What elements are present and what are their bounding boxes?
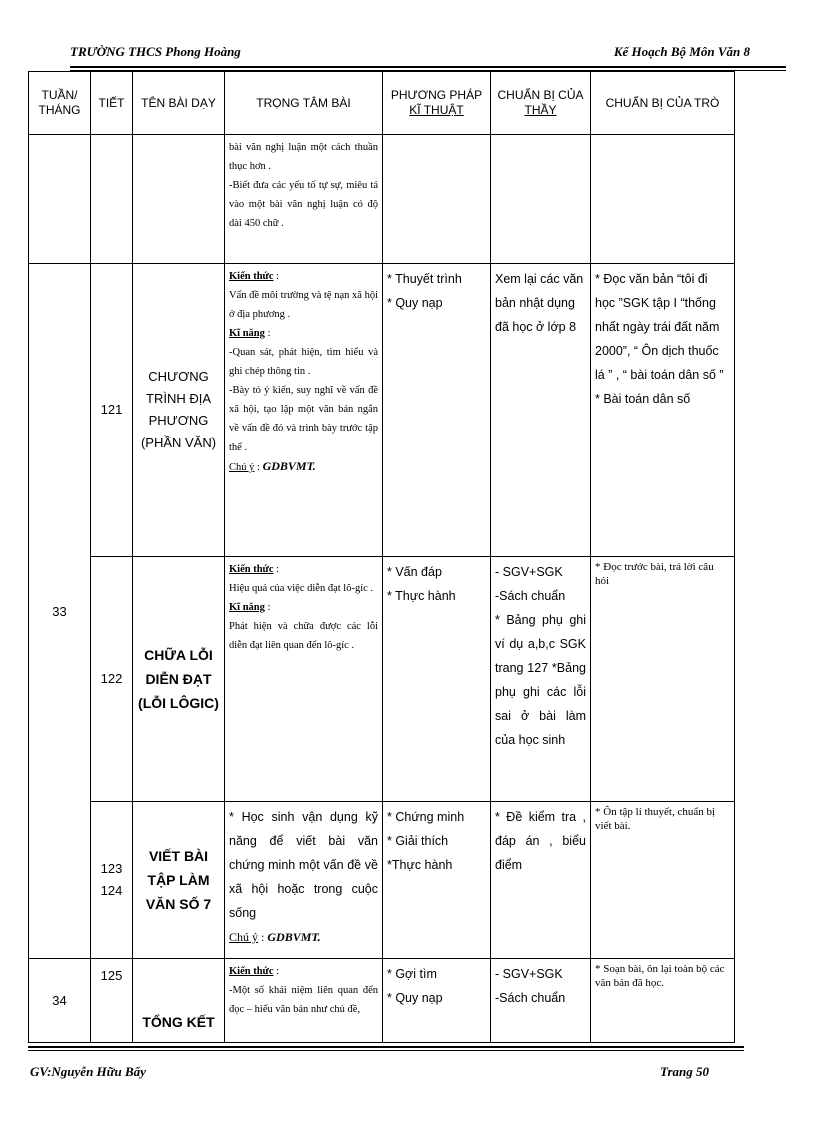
col-teacher-line2: THẦY: [524, 103, 557, 117]
cell-teacher-prep: * Đề kiểm tra , đáp án , biểu điểm: [491, 802, 591, 959]
cell-period: 122: [91, 557, 133, 802]
cell-focus: * Học sinh vận dụng kỹ năng để viết bài văn chứng minh một vấn đề về xã hội hoặc trong cuộc sống Chú ý : GDBVMT.: [225, 802, 383, 959]
period-number: 124: [100, 883, 123, 898]
col-teacher-prep: [491, 72, 591, 135]
skill-text: Phát hiện và chữa được các lỗi diễn đạt liên quan đến lô-gíc .: [229, 621, 378, 651]
method-item: * Chứng minh: [387, 810, 465, 824]
col-method-line1: PHƯƠNG PHÁP: [390, 88, 483, 102]
footer-teacher: GV:Nguyễn Hữu Bẩy: [30, 1064, 146, 1079]
skill-text: -Quan sát, phát hiện, tìm hiểu và ghi chép thông tin .: [229, 347, 378, 377]
method-item: * Giải thích: [387, 834, 449, 848]
knowledge-text: -Một số khái niệm liên quan đến đọc – hiểu văn bản như chủ đề,: [229, 985, 378, 1015]
col-week: TUẦN/ THÁNG: [29, 72, 91, 135]
note-label: Chú ý: [229, 930, 259, 944]
cell-period: [91, 802, 133, 959]
method-item: *Thực hành: [387, 858, 453, 872]
skills-title: Kĩ năng: [229, 328, 265, 339]
table-row: [29, 264, 735, 557]
table-row: [29, 802, 735, 959]
footer-divider: [28, 1046, 744, 1048]
cell-period-empty: [91, 135, 133, 264]
skill-text: -Bày tỏ ý kiến, suy nghĩ về vấn đề xã hội, tạo lập một văn bản ngắn về vấn đề đó và trình bày trước tập thể .: [229, 385, 378, 453]
teacher-item: -Sách chuẩn: [495, 589, 566, 603]
focus-text: * Học sinh vận dụng kỹ năng để viết bài văn chứng minh một vấn đề về xã hội hoặc trong cuộc sống: [229, 810, 378, 920]
note-text: GDBVMT.: [267, 930, 321, 944]
cell-week-34: 34: [29, 959, 91, 1043]
method-item: * Quy nạp: [387, 991, 443, 1005]
knowledge-title: Kiến thức: [229, 271, 274, 282]
knowledge-title: Kiến thức: [229, 966, 274, 977]
header-school: TRƯỜNG THCS Phong Hoàng: [70, 44, 241, 59]
cell-lesson: TỔNG KẾT: [133, 959, 225, 1043]
header-divider: [70, 66, 786, 68]
method-item: * Thuyết trình: [387, 272, 462, 286]
skills-title: Kĩ năng: [229, 602, 265, 613]
cell-method: [383, 264, 491, 557]
cell-student-prep: * Ôn tập lí thuyết, chuẩn bị viết bài.: [591, 802, 735, 959]
teacher-item: * Bảng phụ ghi ví dụ a,b,c SGK trang 127 *Bảng phụ ghi các lỗi sai ở bài làm của học sinh: [495, 613, 586, 747]
cell-student-prep: * Soạn bài, ôn lại toàn bộ các văn bản đã học.: [591, 959, 735, 1043]
method-item: * Vấn đáp: [387, 565, 442, 579]
cell-week-33: 33: [29, 264, 91, 959]
cell-period: 121: [91, 264, 133, 557]
footer-divider-thin: [28, 1050, 744, 1051]
table-row: [29, 135, 735, 264]
cell-focus: [225, 135, 383, 264]
student-item: * Bài toán dân số: [595, 392, 691, 406]
col-period: TIẾT: [91, 72, 133, 135]
cell-method-empty: [383, 135, 491, 264]
cell-student-prep: * Đọc trước bài, trả lời câu hỏi: [591, 557, 735, 802]
teacher-item: -Sách chuẩn: [495, 991, 566, 1005]
cell-lesson: VIẾT BÀI TẬP LÀM VĂN SỐ 7: [133, 802, 225, 959]
col-lesson: TÊN BÀI DẠY: [133, 72, 225, 135]
cell-lesson-empty: [133, 135, 225, 264]
cell-lesson: CHƯƠNG TRÌNH ĐỊA PHƯƠNG (PHẦN VĂN): [133, 264, 225, 557]
note-text: GDBVMT.: [262, 459, 316, 473]
lesson-plan-table: [28, 71, 735, 1043]
period-number: 123: [100, 861, 123, 876]
table-row: [29, 959, 735, 1043]
col-focus: TRỌNG TÂM BÀI: [225, 72, 383, 135]
col-method: [383, 72, 491, 135]
header-plan-title: Kế Hoạch Bộ Môn Văn 8: [613, 44, 750, 59]
footer-page-number: Trang 50: [660, 1064, 709, 1079]
table-row: [29, 557, 735, 802]
cell-method: [383, 802, 491, 959]
student-item: * Đọc văn bản “tôi đi học ”SGK tập I “thống nhất ngày trái đất năm 2000”, “ Ôn dịch thuốc lá ” , “ bài toán dân số ”: [595, 272, 724, 382]
method-item: * Quy nạp: [387, 296, 443, 310]
cell-period: 125: [91, 959, 133, 1043]
cell-teacher-prep: [491, 557, 591, 802]
cell-teacher-empty: [491, 135, 591, 264]
cell-focus: Kiến thức : Hiệu quả của việc diễn đạt lô-gíc . Kĩ năng : Phát hiện và chữa được các lỗi diễn đạt liên quan đến lô-gíc .: [225, 557, 383, 802]
teacher-item: - SGV+SGK: [495, 565, 563, 579]
col-method-line2: KĨ THUẬT: [409, 103, 464, 117]
cell-teacher-prep: Xem lại các văn bản nhật dụng đã học ở lớp 8: [491, 264, 591, 557]
teacher-item: - SGV+SGK: [495, 967, 563, 981]
focus-line: -Biết đưa các yếu tố tự sự, miêu tả vào một bài văn nghị luận có độ dài 450 chữ .: [229, 180, 378, 229]
knowledge-text: Hiệu quả của việc diễn đạt lô-gíc .: [229, 583, 374, 594]
cell-method: [383, 557, 491, 802]
focus-line: bài văn nghị luận một cách thuần thục hơn .: [229, 142, 378, 172]
knowledge-text: Vấn đề môi trường và tệ nạn xã hội ở địa phương .: [229, 290, 378, 320]
cell-focus: Kiến thức : -Một số khái niệm liên quan đến đọc – hiểu văn bản như chủ đề,: [225, 959, 383, 1043]
method-item: * Thực hành: [387, 589, 456, 603]
table-header-row: [29, 72, 735, 135]
note-label: Chú ý: [229, 462, 255, 473]
cell-focus: Kiến thức : Vấn đề môi trường và tệ nạn xã hội ở địa phương . Kĩ năng : -Quan sát, phát hiện, tìm hiểu và ghi chép thông tin . -Bày tỏ ý kiến, suy nghĩ về vấn đề xã hội, tạo lập một văn bản ngắn về vấn đề đó và trình bày trước tập thể . Chú ý : GDBVMT.: [225, 264, 383, 557]
cell-student-empty: [591, 135, 735, 264]
cell-teacher-prep: [491, 959, 591, 1043]
knowledge-title: Kiến thức: [229, 564, 274, 575]
col-student-prep: CHUẨN BỊ CỦA TRÒ: [591, 72, 735, 135]
cell-week-empty: [29, 135, 91, 264]
cell-lesson: CHỮA LỖI DIỄN ĐẠT (LỖI LÔGIC): [133, 557, 225, 802]
col-teacher-line1: CHUẨN BỊ CỦA: [497, 88, 584, 102]
cell-student-prep: [591, 264, 735, 557]
cell-method: [383, 959, 491, 1043]
method-item: * Gợi tìm: [387, 967, 437, 981]
